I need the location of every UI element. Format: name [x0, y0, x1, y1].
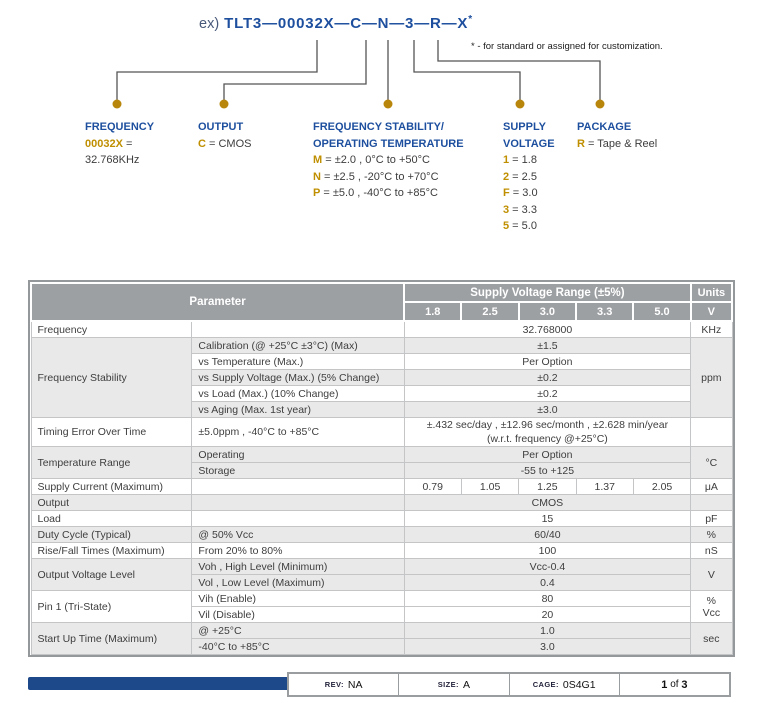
connector-dot — [516, 100, 525, 109]
table-cell: Supply Current (Maximum) — [31, 479, 192, 495]
header-parameter: Parameter — [31, 283, 404, 321]
cage-value: 0S4G1 — [562, 678, 596, 691]
table-row — [31, 527, 732, 543]
table-cell: 0.79 — [404, 479, 461, 495]
table-cell: -55 to +125 — [404, 463, 691, 479]
header-supply-range: Supply Voltage Range (±5%) — [404, 283, 691, 302]
table-cell: 100 — [404, 543, 691, 559]
table-row — [31, 559, 732, 575]
table-cell: Per Option — [404, 447, 691, 463]
table-cell: @ 50% Vcc — [192, 527, 404, 543]
table-cell — [691, 495, 732, 511]
spec-table-body — [31, 321, 732, 655]
table-cell: -40°C to +85°C — [192, 639, 404, 655]
table-cell: ±0.2 — [404, 370, 691, 386]
table-cell: Rise/Fall Times (Maximum) — [31, 543, 192, 559]
table-cell — [192, 495, 404, 511]
footer-cage-cell — [509, 674, 619, 695]
part-number-code: TLT3—00032X—C—N—3—R—X* — [224, 14, 473, 32]
table-cell: Start Up Time (Maximum) — [31, 623, 192, 655]
table-cell: Output Voltage Level — [31, 559, 192, 591]
legend-option: F = 3.0 — [503, 187, 538, 199]
table-cell: 20 — [404, 607, 691, 623]
connector-dot — [220, 100, 229, 109]
table-cell: Vil (Disable) — [192, 607, 404, 623]
table-cell: ±0.2 — [404, 386, 691, 402]
rev-label: REV: — [324, 680, 344, 689]
table-cell: ±3.0 — [404, 402, 691, 418]
header-voltage: 1.8 — [404, 302, 461, 321]
table-cell: Timing Error Over Time — [31, 418, 192, 447]
table-row — [31, 418, 732, 447]
table-cell: 1.37 — [576, 479, 633, 495]
legend-stability-title-1: FREQUENCY STABILITY/ — [313, 121, 444, 133]
table-cell: 2.05 — [633, 479, 690, 495]
table-cell: Vol , Low Level (Maximum) — [192, 575, 404, 591]
table-cell: Vcc-0.4 — [404, 559, 691, 575]
table-cell: Temperature Range — [31, 447, 192, 479]
connector-dot — [384, 100, 393, 109]
table-row — [31, 338, 732, 354]
table-row — [31, 511, 732, 527]
connector-dot — [113, 100, 122, 109]
table-cell: pF — [691, 511, 732, 527]
table-cell: 1.25 — [519, 479, 576, 495]
legend-supply-voltage — [503, 119, 555, 235]
legend-option: 5 = 5.0 — [503, 220, 537, 232]
footer-accent-bar — [28, 677, 287, 690]
table-cell: CMOS — [404, 495, 691, 511]
page-number: 1 — [661, 678, 668, 691]
footer-rev-cell — [289, 674, 398, 695]
header-units-value: V — [691, 302, 732, 321]
spec-table — [30, 282, 733, 655]
table-cell — [192, 511, 404, 527]
legend-option: N = ±2.5 , -20°C to +70°C — [313, 170, 439, 183]
header-voltage: 3.3 — [576, 302, 633, 321]
table-cell: @ +25°C — [192, 623, 404, 639]
table-cell — [192, 321, 404, 338]
table-cell: 0.4 — [404, 575, 691, 591]
legend-option: P = ±5.0 , -40°C to +85°C — [313, 187, 438, 199]
legend-frequency-value: 32.768KHz — [85, 154, 140, 166]
header-voltage: 5.0 — [633, 302, 690, 321]
table-cell: Load — [31, 511, 192, 527]
table-cell: vs Aging (Max. 1st year) — [192, 402, 404, 418]
table-cell: Voh , High Level (Minimum) — [192, 559, 404, 575]
table-cell: vs Load (Max.) (10% Change) — [192, 386, 404, 402]
table-row — [31, 623, 732, 639]
legend-option: R = Tape & Reel — [577, 137, 658, 150]
table-cell — [192, 479, 404, 495]
table-cell: vs Temperature (Max.) — [192, 354, 404, 370]
legend-option: 1 = 1.8 — [503, 154, 537, 166]
legend-stability-title-2: OPERATING TEMPERATURE — [313, 137, 464, 150]
legend-supply-title-1: SUPPLY — [503, 121, 547, 133]
table-row — [31, 495, 732, 511]
table-row — [31, 591, 732, 607]
table-cell: V — [691, 559, 732, 591]
table-row — [31, 479, 732, 495]
size-label: SIZE: — [437, 680, 459, 689]
table-cell: From 20% to 80% — [192, 543, 404, 559]
legend-frequency — [85, 119, 154, 169]
connector-frequency — [117, 40, 317, 100]
table-cell: 60/40 — [404, 527, 691, 543]
part-number-prefix: ex) — [199, 16, 220, 32]
table-cell: Vih (Enable) — [192, 591, 404, 607]
footer-info-box — [287, 672, 731, 697]
legend-package — [577, 119, 657, 152]
table-cell: KHz — [691, 321, 732, 338]
cage-label: CAGE: — [532, 680, 559, 689]
table-cell: °C — [691, 447, 732, 479]
connector-dot — [596, 100, 605, 109]
table-cell: Per Option — [404, 354, 691, 370]
rev-value: NA — [347, 678, 363, 691]
part-number-diagram — [0, 0, 761, 272]
table-cell: 3.0 — [404, 639, 691, 655]
spec-table-header — [31, 283, 732, 321]
table-cell: Frequency Stability — [31, 338, 192, 418]
legend-frequency-title: FREQUENCY — [85, 121, 155, 133]
legend-option: 3 = 3.3 — [503, 203, 537, 216]
footer-page-cell — [619, 674, 729, 695]
table-row — [31, 543, 732, 559]
table-cell: Pin 1 (Tri-State) — [31, 591, 192, 623]
header-voltage: 2.5 — [461, 302, 518, 321]
legend-frequency-code-line: 00032X = — [85, 137, 133, 150]
table-cell: Duty Cycle (Typical) — [31, 527, 192, 543]
table-cell: 32.768000 — [404, 321, 691, 338]
table-cell: Calibration (@ +25°C ±3°C) (Max) — [192, 338, 404, 354]
table-cell: μA — [691, 479, 732, 495]
example-part-number — [199, 14, 473, 33]
table-cell: % Vcc — [691, 591, 732, 623]
table-cell: ±1.5 — [404, 338, 691, 354]
size-value: A — [462, 678, 470, 691]
table-cell: % — [691, 527, 732, 543]
legend-option: C = CMOS — [198, 137, 252, 150]
table-cell: Operating — [192, 447, 404, 463]
table-cell: ±5.0ppm , -40°C to +85°C — [192, 418, 404, 447]
header-units: Units — [691, 283, 732, 302]
legend-option: M = ±2.0 , 0°C to +50°C — [313, 154, 430, 166]
legend-output-title: OUTPUT — [198, 121, 244, 133]
legend-supply-title-2: VOLTAGE — [503, 137, 555, 150]
legend-package-title: PACKAGE — [577, 121, 632, 133]
table-row — [31, 447, 732, 463]
connector-output — [224, 40, 366, 100]
table-cell: sec — [691, 623, 732, 655]
legend-stability — [313, 119, 464, 202]
table-cell: Frequency — [31, 321, 192, 338]
page-total: 3 — [681, 678, 688, 691]
table-cell: 15 — [404, 511, 691, 527]
table-cell — [691, 418, 732, 447]
asterisk-mark: * — [468, 14, 473, 25]
table-cell: vs Supply Voltage (Max.) (5% Change) — [192, 370, 404, 386]
table-cell: nS — [691, 543, 732, 559]
table-cell: Output — [31, 495, 192, 511]
table-cell: 80 — [404, 591, 691, 607]
table-cell: 1.0 — [404, 623, 691, 639]
table-cell: Storage — [192, 463, 404, 479]
customization-footnote: * - for standard or assigned for customization. — [471, 41, 663, 52]
legend-option: 2 = 2.5 — [503, 170, 537, 183]
table-row — [31, 321, 732, 338]
table-cell: ppm — [691, 338, 732, 418]
page-of: of — [670, 679, 679, 690]
footer-size-cell — [398, 674, 508, 695]
table-cell: 1.05 — [461, 479, 518, 495]
header-voltage: 3.0 — [519, 302, 576, 321]
spec-table-wrapper — [28, 280, 735, 657]
legend-output — [198, 119, 252, 152]
table-cell: ±.432 sec/day , ±12.96 sec/month , ±2.628 min/year (w.r.t. frequency @+25°C) — [404, 418, 691, 447]
